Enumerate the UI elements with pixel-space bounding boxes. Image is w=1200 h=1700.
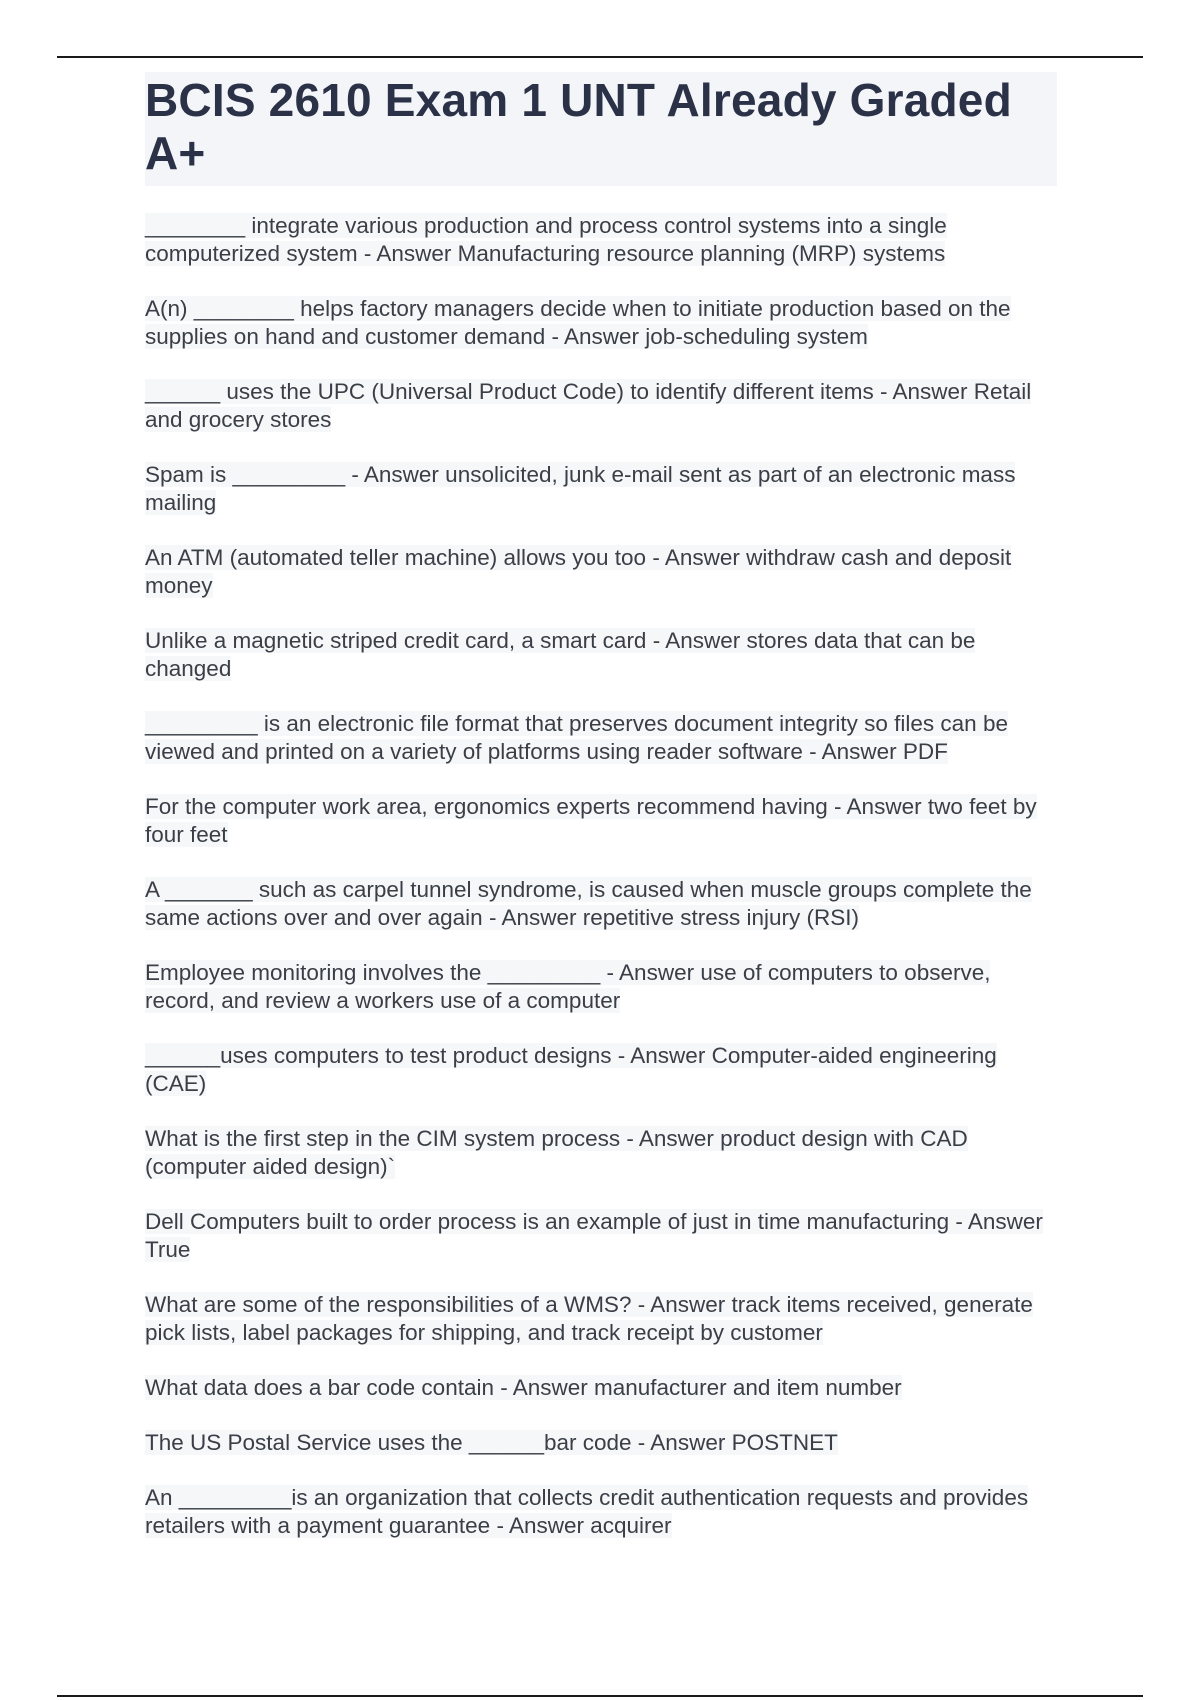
top-rule (57, 56, 1143, 58)
qa-item: An ATM (automated teller machine) allows you too - Answer withdraw cash and deposit money (145, 545, 1012, 598)
qa-item: For the computer work area, ergonomics experts recommend having - Answer two feet by four feet (145, 794, 1037, 847)
qa-item: Employee monitoring involves the _________ - Answer use of computers to observe, record, and review a workers use of a computer (145, 960, 991, 1013)
qa-item: ________ integrate various production and process control systems into a single computerized system - Answer Manufacturing resource planning (MRP) systems (145, 213, 947, 266)
qa-item: A(n) ________ helps factory managers decide when to initiate production based on the supplies on hand and customer demand - Answer job-scheduling system (145, 296, 1011, 349)
qa-item: An _________is an organization that collects credit authentication requests and provides retailers with a payment guarantee - Answer acquirer (145, 1485, 1029, 1538)
qa-item: Unlike a magnetic striped credit card, a smart card - Answer stores data that can be changed (145, 628, 976, 681)
qa-item: ______ uses the UPC (Universal Product Code) to identify different items - Answer Retail and grocery stores (145, 379, 1032, 432)
qa-item: What are some of the responsibilities of a WMS? - Answer track items received, generate pick lists, label packages for shipping, and track receipt by customer (145, 1292, 1033, 1345)
qa-item: What is the first step in the CIM system process - Answer product design with CAD (computer aided design)` (145, 1126, 968, 1179)
bottom-rule (57, 1695, 1143, 1697)
qa-item: Dell Computers built to order process is an example of just in time manufacturing - Answer True (145, 1209, 1043, 1262)
qa-item: A _______ such as carpel tunnel syndrome, is caused when muscle groups complete the same actions over and over again - Answer repetitive stress injury (RSI) (145, 877, 1032, 930)
document-body (145, 72, 1057, 1567)
qa-item: _________ is an electronic file format that preserves document integrity so files can be viewed and printed on a variety of platforms using reader software - Answer PDF (145, 711, 1008, 764)
title-block (145, 72, 1057, 186)
qa-item: ______uses computers to test product designs - Answer Computer-aided engineering (CAE) (145, 1043, 997, 1096)
qa-item: Spam is _________ - Answer unsolicited, junk e-mail sent as part of an electronic mass mailing (145, 462, 1016, 515)
document-title: BCIS 2610 Exam 1 UNT Already Graded A+ (145, 74, 1012, 179)
qa-item: The US Postal Service uses the ______bar code - Answer POSTNET (145, 1430, 838, 1455)
qa-item: What data does a bar code contain - Answer manufacturer and item number (145, 1375, 902, 1400)
